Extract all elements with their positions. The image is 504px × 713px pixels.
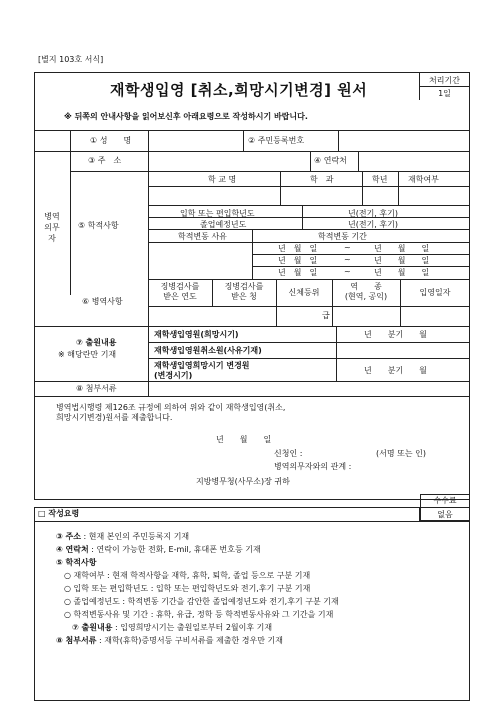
instruction-item: ⑦ 출원내용 : 입영희망시기는 출원일로부터 2월이후 기재 — [72, 623, 273, 632]
instruction-item: ○ 학적변동사유 및 기간 : 휴학, 유급, 정학 등 학적변동사유와 그 기간을 기재 — [64, 610, 334, 619]
period-row-3-end: 년 월 일 — [374, 268, 430, 277]
period-row-3-sep: ~ — [344, 267, 351, 276]
exam-place-header: 징병검사를 받은 청 — [224, 282, 264, 301]
change-reason-label: 학적변동 사유 — [178, 232, 227, 241]
enlist-date-header: 입영일자 — [419, 288, 451, 297]
instruction-item: ○ 졸업예정년도 : 학적변동 기간을 감안한 졸업예정년도와 전기,후기 구분 기재 — [64, 597, 339, 606]
period-row-3-start: 년 월 일 — [278, 268, 318, 277]
school-name-header: 학 교 명 — [208, 175, 237, 184]
applicant-sign-hint: (서명 또는 인) — [376, 449, 426, 458]
processing-period-label: 처리기간 — [429, 76, 460, 85]
request-item-3-value: 년 분기 월 — [364, 366, 427, 375]
school-section-label: ⑤ 학적사항 — [78, 221, 119, 230]
period-row-1-sep: ~ — [344, 243, 351, 252]
grade-header: 학년 — [372, 175, 388, 184]
recipient-text: 지방병무청(사무소)장 귀하 — [196, 477, 290, 486]
request-section-note: ※ 해당란만 기재 — [58, 350, 117, 359]
grad-year-label: 졸업예정년도 — [200, 220, 247, 229]
service-type-header: 역 종 (현역, 공익) — [344, 282, 388, 301]
notice-text: ※ 뒤쪽의 안내사항을 읽어보신후 아래요령으로 작성하시기 바랍니다. — [64, 112, 308, 121]
body-grade-header: 신체등위 — [288, 288, 320, 297]
period-row-1-end: 년 월 일 — [374, 244, 430, 253]
instruction-item: ○ 입학 또는 편입학년도 : 입학 또는 편입학년도와 전기,후기 구분 기재 — [64, 584, 311, 593]
period-row-2-start: 년 월 일 — [278, 256, 318, 265]
rrn-field[interactable] — [339, 131, 469, 150]
processing-period-value: 1일 — [438, 89, 451, 98]
fee-label: 수수료 — [433, 496, 457, 505]
attachments-label: ⑧ 첨부서류 — [76, 384, 117, 393]
dept-header: 학 과 — [310, 175, 334, 184]
grad-year-value: 년(전기, 후기) — [348, 220, 398, 229]
statement-text: 병역법시행령 제126조 규정에 의하여 위와 같이 재학생입영(취소, 희망시기변경)원서를 제출합니다. — [56, 403, 286, 423]
relation-label: 병역의무자와의 관계 : — [274, 462, 352, 471]
name-field[interactable] — [149, 131, 242, 150]
address-field[interactable] — [149, 152, 309, 170]
instruction-item: ④ 연락처 : 연락이 가능한 전화, E-mil, 휴대폰 번호등 기재 — [56, 545, 261, 554]
request-item-3-label: 재학생입영희망시기 변경원 (변경시기) — [154, 361, 250, 380]
applicant-sign-label: 신청인 : — [274, 449, 303, 458]
exam-year-header: 징병검사를 받은 연도 — [160, 282, 200, 301]
request-section-label: ⑦ 출원내용 — [76, 338, 117, 347]
instruction-item: ○ 재학여부 : 현재 학적사항을 재학, 휴학, 퇴학, 졸업 등으로 구분 기재 — [64, 571, 311, 580]
enroll-header: 재학여부 — [408, 175, 439, 184]
request-item-1-label: 재학생입영원(희망시기) — [154, 330, 239, 339]
instructions-heading: □ 작성요령 — [38, 509, 80, 518]
grade-suffix: 급 — [322, 311, 330, 320]
request-item-2-label: 재학생입영원취소원(사유기재) — [154, 346, 262, 355]
instructions-frame — [34, 507, 420, 521]
admit-year-value: 년(전기, 후기) — [348, 209, 398, 218]
admit-year-label: 입학 또는 편입학년도 — [180, 209, 255, 218]
date-line: 년 월 일 — [216, 435, 272, 444]
contact-field[interactable] — [359, 152, 469, 170]
military-section-label: ⑥ 병역사항 — [82, 297, 123, 306]
contact-label: ④ 연락처 — [314, 156, 347, 165]
fee-value: 없음 — [437, 510, 453, 519]
name-label: ① 성 명 — [90, 136, 132, 145]
request-item-1-value: 년 분기 월 — [364, 330, 427, 339]
period-row-1-start: 년 월 일 — [278, 244, 318, 253]
instruction-item: ⑤ 학적사항 — [56, 558, 97, 567]
period-row-2-sep: ~ — [344, 255, 351, 264]
form-number: [별지 103호 서식] — [38, 55, 104, 64]
page-title: 재학생입영 [취소,희망시기변경] 원서 — [110, 81, 368, 99]
instruction-item: ⑧ 첨부서류 : 재학(휴학)증명서등 구비서류를 제출한 경우만 기재 — [56, 636, 283, 645]
rrn-label: ② 주민등록번호 — [248, 136, 305, 145]
instruction-item: ③ 주소 : 현재 본인의 주민등록지 기재 — [56, 532, 190, 541]
change-period-label: 학적변동 기간 — [318, 232, 367, 241]
address-label: ③ 주 소 — [88, 156, 122, 165]
military-obligor-label: 병역 의무 자 — [44, 212, 60, 243]
period-row-2-end: 년 월 일 — [374, 256, 430, 265]
